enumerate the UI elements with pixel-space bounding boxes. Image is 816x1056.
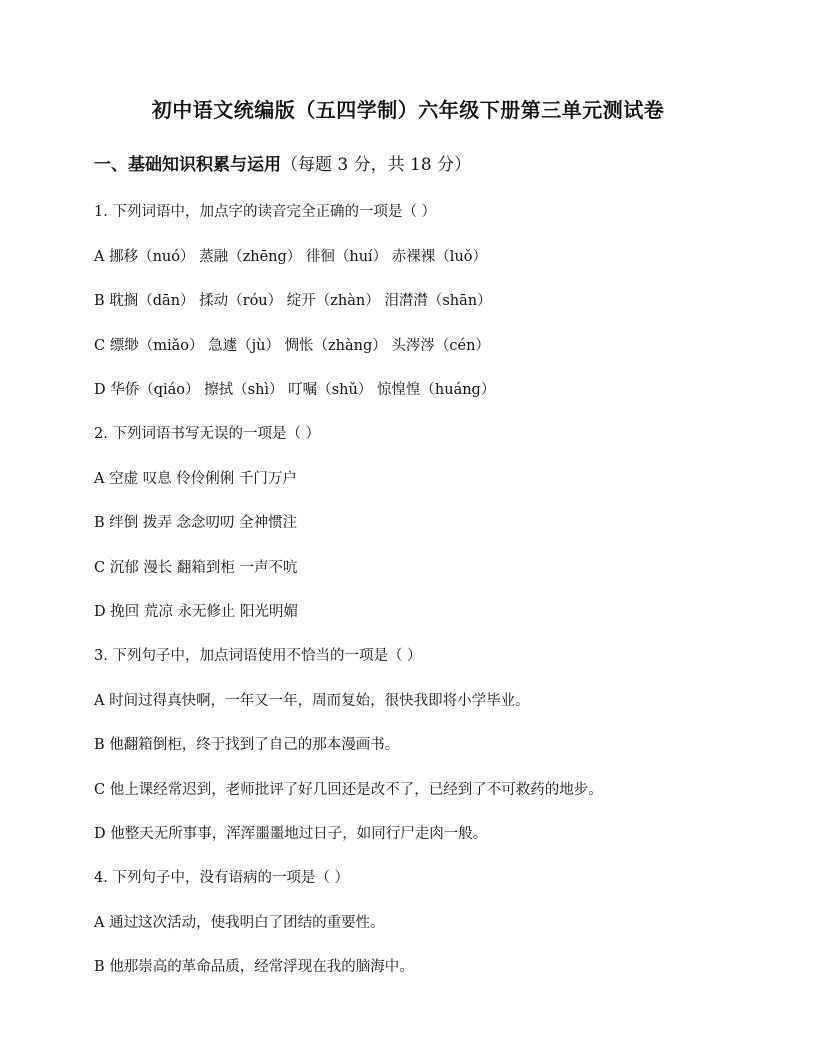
section-heading	[94, 150, 471, 175]
question-3-option-d: D 他整天无所事事，浑浑噩噩地过日子，如同行尸走肉一般。	[94, 826, 488, 842]
question-3-option-b: B 他翻箱倒柜，终于找到了自己的那本漫画书。	[94, 737, 400, 753]
question-2-option-a: A 空虚 叹息 伶伶俐俐 千门万户	[94, 471, 297, 487]
question-3-option-a: A 时间过得真快啊，一年又一年，周而复始，很快我即将小学毕业。	[94, 693, 530, 709]
section-score-note: （每题 3 分，共 18 分）	[281, 155, 472, 175]
question-2-option-b: B 绊倒 拨弄 念念叨叨 全神惯注	[94, 515, 298, 531]
question-3-option-c: C 他上课经常迟到，老师批评了好几回还是改不了，已经到了不可救药的地步。	[94, 782, 603, 798]
question-1: 1. 下列词语中，加点字的读音完全正确的一项是（ ）	[94, 204, 437, 220]
question-2-option-c: C 沉郁 漫长 翻箱到柜 一声不吭	[94, 560, 298, 576]
question-1-option-b: B 耽搁（dān） 揉动（róu） 绽开（zhàn） 泪潸潸（shān）	[94, 293, 492, 309]
question-3: 3. 下列句子中，加点词语使用不恰当的一项是（ ）	[94, 648, 422, 664]
document-title: 初中语文统编版（五四学制）六年级下册第三单元测试卷	[151, 98, 665, 122]
question-4: 4. 下列句子中，没有语病的一项是（ ）	[94, 870, 350, 886]
section-heading-text: 一、基础知识积累与运用	[94, 155, 281, 175]
question-1-option-c: C 缥缈（miǎo） 急遽（jù） 惆怅（zhàng） 头涔涔（cén）	[94, 338, 490, 354]
question-4-option-b: B 他那崇高的革命品质，经常浮现在我的脑海中。	[94, 959, 414, 975]
question-2: 2. 下列词语书写无误的一项是（ ）	[94, 426, 321, 442]
question-2-option-d: D 挽回 荒凉 永无修止 阳光明媚	[94, 604, 299, 620]
question-4-option-a: A 通过这次活动，使我明白了团结的重要性。	[94, 915, 385, 931]
question-1-option-d: D 华侨（qiáo） 擦拭（shì） 叮嘱（shǔ） 惊惶惶（huáng）	[94, 382, 496, 398]
question-1-option-a: A 挪移（nuó） 蒸融（zhēng） 徘徊（huí） 赤裸裸（luǒ）	[94, 249, 488, 265]
